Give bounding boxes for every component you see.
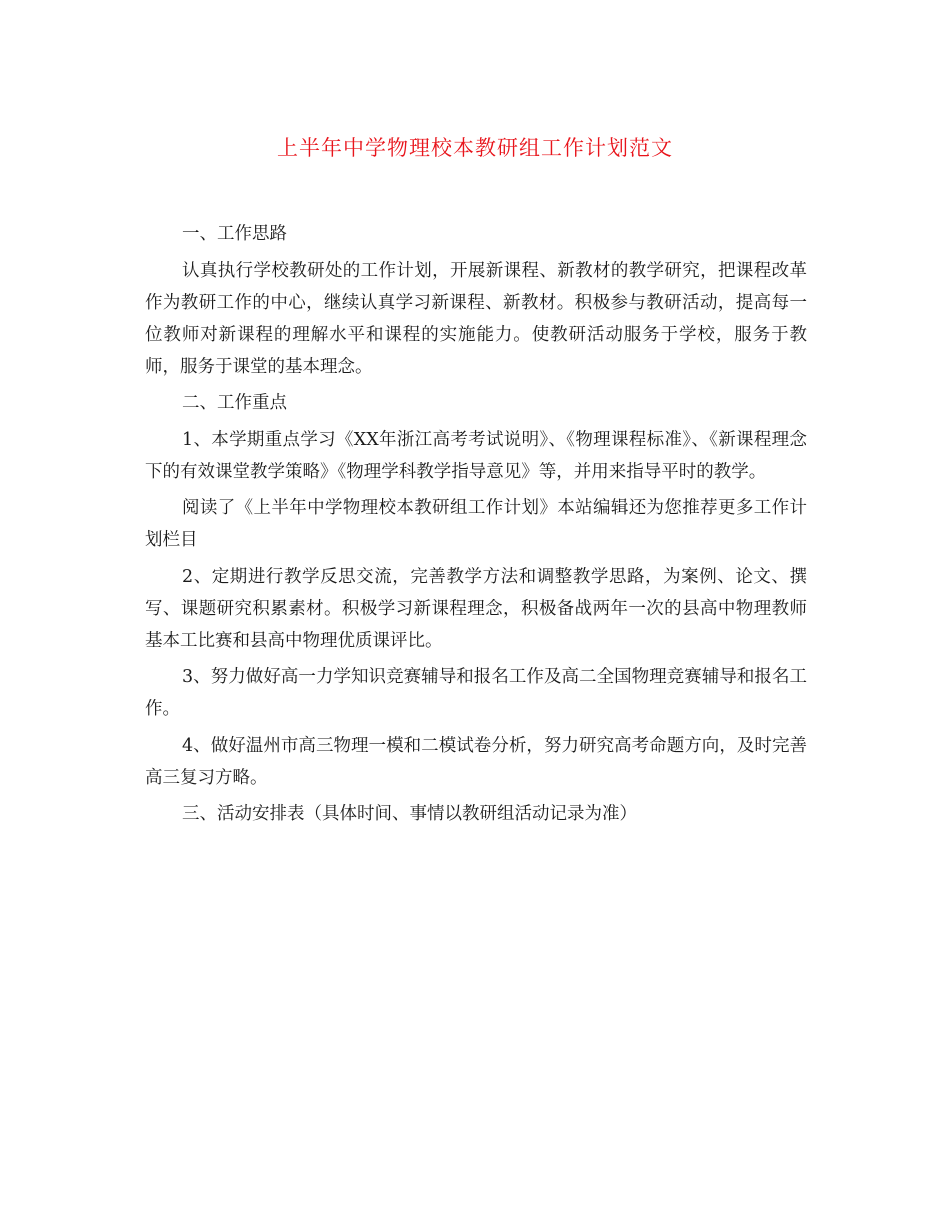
section-heading-activity-schedule: 三、活动安排表（具体时间、事情以教研组活动记录为准） bbox=[182, 804, 637, 824]
document-body bbox=[145, 218, 807, 835]
paragraph-focus-item-1: 1、本学期重点学习《XX年浙江高考考试说明》、《物理课程标准》、《新课程理念下的有效课堂教学策略》《物理学科教学指导意见》等，并用来指导平时的教学。 bbox=[145, 429, 807, 482]
paragraph-recommendation-note: 阅读了《上半年中学物理校本教研组工作计划》本站编辑还为您推荐更多工作计划栏目 bbox=[145, 498, 807, 550]
section-heading-work-focus: 二、工作重点 bbox=[182, 393, 287, 413]
paragraph-focus-item-2: 2、定期进行教学反思交流，完善教学方法和调整教学思路，为案例、论文、撰写、课题研究积累素材。积极学习新课程理念，积极备战两年一次的县高中物理教师基本工比赛和县高中物理优质课评比。 bbox=[145, 566, 807, 651]
paragraph-focus-item-3: 3、努力做好高一力学知识竞赛辅导和报名工作及高二全国物理竞赛辅导和报名工作。 bbox=[145, 667, 807, 719]
paragraph-focus-item-4: 4、做好温州市高三物理一模和二模试卷分析，努力研究高考命题方向，及时完善高三复习方略。 bbox=[145, 735, 807, 788]
page-title: 上半年中学物理校本教研组工作计划范文 bbox=[277, 136, 673, 160]
paragraph-work-approach: 认真执行学校教研处的工作计划，开展新课程、新教材的教学研究，把课程改革作为教研工作的中心，继续认真学习新课程、新教材。积极参与教研活动，提高每一位教师对新课程的理解水平和课程的实施能力。使教研活动服务于学校，服务于教师，服务于课堂的基本理念。 bbox=[145, 260, 807, 377]
section-heading-work-approach: 一、工作思路 bbox=[182, 224, 287, 244]
